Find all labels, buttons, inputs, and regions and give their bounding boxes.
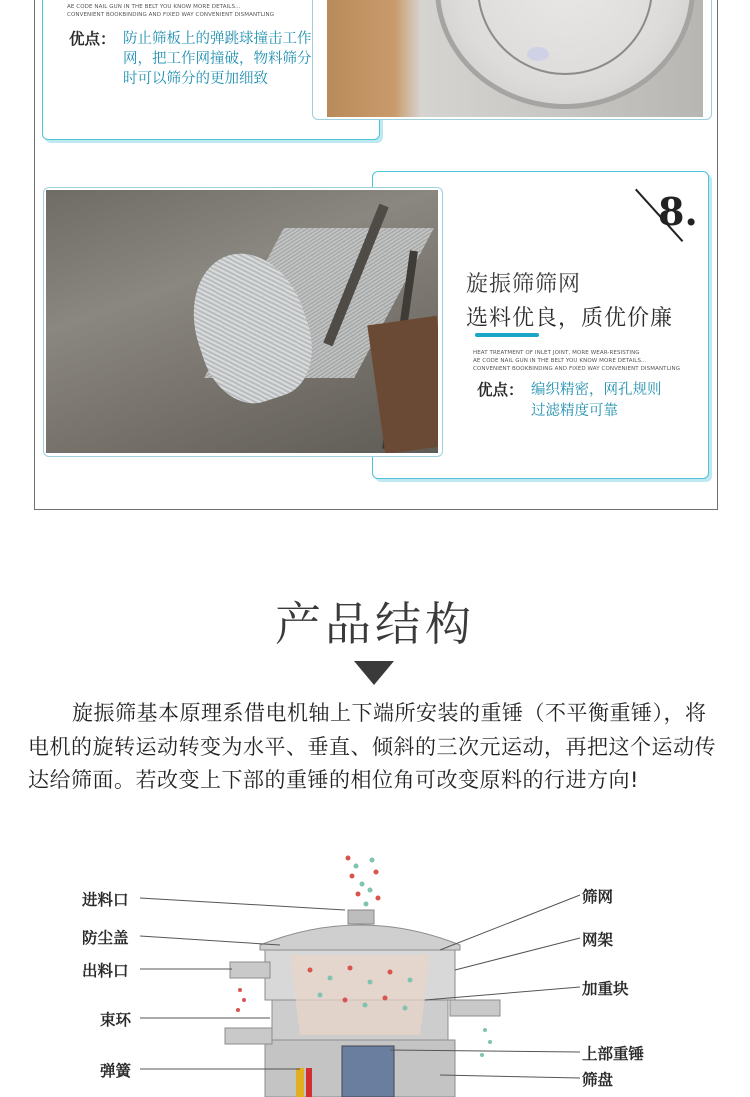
card8-advantage-line-1: 编织精密，网孔规则: [531, 382, 662, 398]
card8-number: 8.: [658, 189, 698, 234]
label-inlet: 进料口: [82, 891, 129, 909]
card8-advantage-label: 优点：: [477, 381, 524, 399]
label-sieve-tray: 筛盘: [582, 1071, 614, 1089]
section-paragraph: 旋振筛基本原理系借电机轴上下端所安装的重锤（不平衡重锤），将电机的旋转运动转变为水平、垂直、倾斜的三次元运动，再把这个运动传达给筛面。若改变上下部的重锤的相位角可改变原料的行进方向!: [28, 701, 716, 792]
label-clamp-ring: 束环: [100, 1011, 132, 1029]
label-mesh-frame: 网架: [582, 931, 614, 949]
card8-photo: [43, 187, 443, 457]
label-dust-cover: 防尘盖: [82, 929, 129, 947]
card8-tiny-line-2: AE CODE NAIL GUN IN THE BELT YOU KNOW MORE DETAILS...: [473, 358, 647, 364]
card8-title-line-1: 旋振筛筛网: [466, 272, 582, 297]
card8-tiny-line-3: CONVENIENT BOOKBINDING AND FIXED WAY CONVENIENT DISMANTLING: [473, 366, 681, 372]
mesh-roll-image: [46, 190, 438, 453]
label-weight-block: 加重块: [582, 980, 629, 998]
label-outlet: 出料口: [82, 962, 129, 980]
screen-frame-image: [327, 0, 703, 117]
label-spring: 弹簧: [100, 1062, 132, 1080]
down-arrow-icon: [354, 661, 394, 685]
card7-advantage-label: 优点：: [69, 30, 116, 48]
card7-photo: [312, 0, 712, 120]
section-title: 产品结构: [275, 597, 475, 651]
card7-tiny-line-1: AE CODE NAIL GUN IN THE BELT YOU KNOW MORE DETAILS...: [67, 4, 241, 10]
card7-tiny-line-2: CONVENIENT BOOKBINDING AND FIXED WAY CONVENIENT DISMANTLING: [67, 12, 275, 18]
accent-bar: [475, 333, 539, 337]
label-screen-mesh: 筛网: [582, 888, 614, 906]
card8-tiny-line-1: HEAT TREATMENT OF INLET JOINT, MORE WEAR-RESISTING: [473, 350, 640, 356]
label-upper-hammer: 上部重锤: [582, 1045, 645, 1063]
card7-advantage-text: 防止筛板上的弹跳球撞击工作网，把工作网撞破，物料筛分时可以筛分的更加细致: [123, 31, 312, 87]
card8-title-line-2: 选料优良，质优价廉: [466, 306, 674, 331]
inlet-particles: [346, 856, 381, 919]
card8-advantage-line-2: 过滤精度可靠: [531, 403, 618, 419]
structure-diagram: [60, 850, 700, 1097]
